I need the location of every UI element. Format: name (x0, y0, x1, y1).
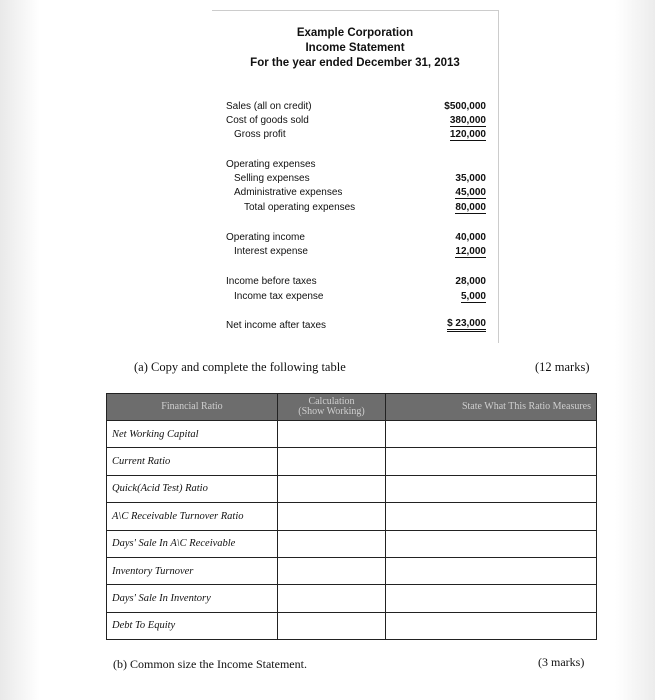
ratio-name: Days' Sale In A\C Receivable (107, 530, 278, 557)
ratio-name: Days' Sale In Inventory (107, 585, 278, 612)
header-calculation (278, 394, 386, 421)
calculation-cell[interactable] (278, 557, 386, 584)
ratio-name: Debt To Equity (107, 612, 278, 639)
header-calc-line2: (Show Working) (298, 406, 365, 417)
sales-label: Sales (all on credit) (226, 101, 312, 112)
measures-cell[interactable] (386, 503, 597, 530)
calculation-cell[interactable] (278, 585, 386, 612)
gross-profit-label: Gross profit (234, 129, 286, 140)
net-income-amount: $ 23,000 (447, 318, 486, 332)
calculation-cell[interactable] (278, 612, 386, 639)
table-row (107, 557, 597, 584)
admin-amount: 45,000 (455, 187, 486, 198)
ratio-name: Inventory Turnover (107, 557, 278, 584)
op-income-label: Operating income (226, 232, 305, 243)
tax-label: Income tax expense (234, 291, 324, 302)
calculation-cell[interactable] (278, 448, 386, 475)
interest-amount: 12,000 (455, 246, 486, 257)
ratio-name: Current Ratio (107, 448, 278, 475)
table-row (107, 503, 597, 530)
page-shadow-left (0, 0, 40, 700)
statement-title: Income Statement (305, 42, 405, 54)
net-income-label: Net income after taxes (226, 320, 327, 331)
sales-amount: $500,000 (444, 101, 486, 112)
gross-profit-amount: 120,000 (449, 129, 486, 140)
measures-cell[interactable] (386, 585, 597, 612)
calculation-cell[interactable] (278, 421, 386, 448)
measures-cell[interactable] (386, 448, 597, 475)
op-income-amount: 40,000 (455, 232, 486, 243)
measures-cell[interactable] (386, 557, 597, 584)
cogs-amount: 380,000 (449, 115, 486, 126)
ratio-name: A\C Receivable Turnover Ratio (107, 503, 278, 530)
page-shadow-right (615, 0, 655, 700)
ratio-table (106, 393, 597, 640)
ibt-amount: 28,000 (455, 276, 486, 287)
ratio-name: Net Working Capital (107, 421, 278, 448)
opex-heading: Operating expenses (226, 159, 316, 170)
question-b-text: (b) Common size the Income Statement. (113, 657, 307, 671)
measures-cell[interactable] (386, 612, 597, 639)
header-measures-text: State What This Ratio Measures (461, 401, 591, 412)
question-a-marks: (12 marks) (535, 360, 590, 374)
table-row (107, 585, 597, 612)
company-name: Example Corporation (296, 27, 414, 39)
header-measures (386, 394, 597, 421)
ratio-name: Quick(Acid Test) Ratio (107, 475, 278, 502)
measures-cell[interactable] (386, 475, 597, 502)
header-ratio-text: Financial Ratio (161, 401, 223, 412)
tax-amount: 5,000 (460, 291, 486, 302)
selling-amount: 35,000 (455, 173, 486, 184)
measures-cell[interactable] (386, 421, 597, 448)
table-row (107, 612, 597, 639)
total-opex-label: Total operating expenses (244, 202, 356, 213)
cogs-label: Cost of goods sold (226, 115, 309, 126)
header-calc-line1: Calculation (308, 396, 355, 407)
admin-label: Administrative expenses (234, 187, 343, 198)
total-opex-amount: 80,000 (455, 202, 486, 213)
selling-label: Selling expenses (234, 173, 310, 184)
ibt-label: Income before taxes (226, 276, 317, 287)
calculation-cell[interactable] (278, 530, 386, 557)
statement-period: For the year ended December 31, 2013 (250, 57, 460, 69)
table-row (107, 530, 597, 557)
calculation-cell[interactable] (278, 503, 386, 530)
ratio-table-header (107, 394, 597, 421)
header-financial-ratio (107, 394, 278, 421)
interest-label: Interest expense (234, 246, 308, 257)
table-row (107, 421, 597, 448)
calculation-cell[interactable] (278, 475, 386, 502)
table-row (107, 475, 597, 502)
table-row (107, 448, 597, 475)
question-a-text: (a) Copy and complete the following table (134, 360, 346, 374)
income-statement (212, 10, 499, 343)
question-b-marks: (3 marks) (538, 655, 585, 669)
measures-cell[interactable] (386, 530, 597, 557)
